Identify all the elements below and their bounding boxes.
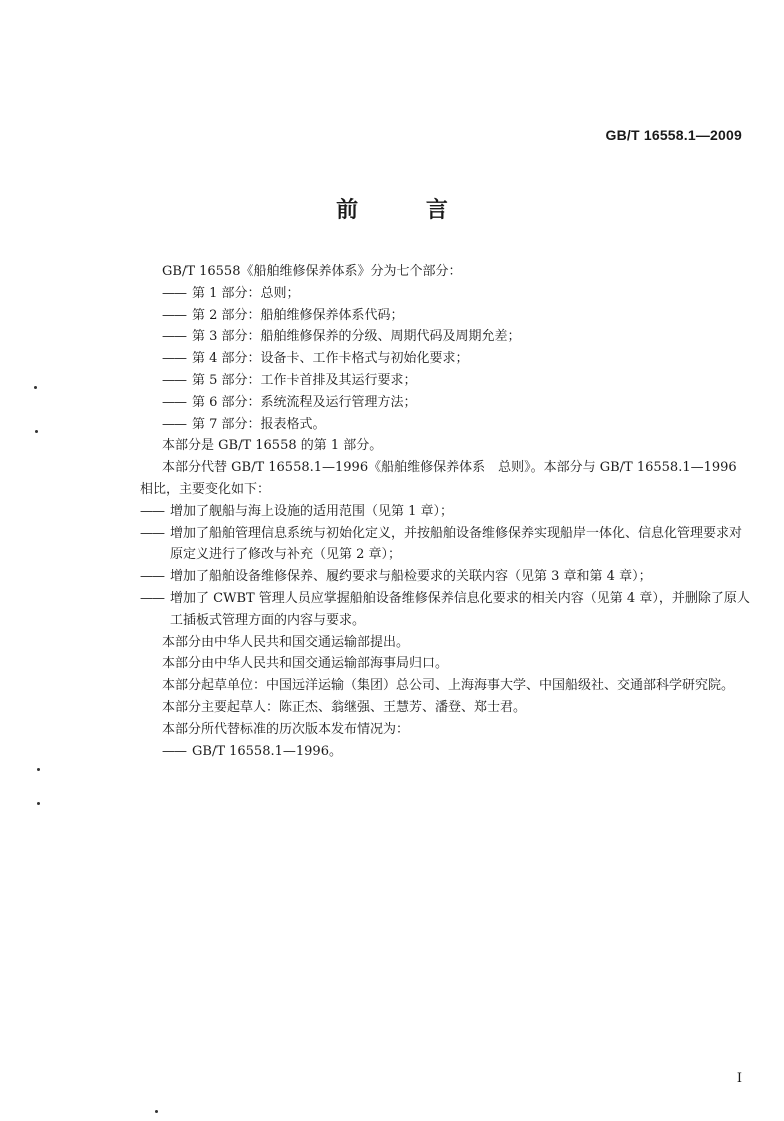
change-item-text: 增加了船舶设备维修保养、履约要求与船检要求的关联内容（见第 3 章和第 4 章）；	[170, 569, 652, 585]
change-item-text: 增加了 CWBT 管理人员应掌握船舶设备维修保养信息化要求的相关内容（见第 4 章），并删除了原人工插板式管理方面的内容与要求。	[170, 590, 750, 628]
change-item-text: 增加了船舶管理信息系统与初始化定义，并按船舶设备维修保养实现船岸一体化、信息化管理要求对原定义进行了修改与补充（见第 2 章）；	[170, 525, 743, 563]
dash-mark: ——	[162, 329, 186, 345]
part-item	[162, 305, 752, 327]
managed-by-line: 本部分由中华人民共和国交通运输部海事局归口。	[162, 656, 449, 672]
intro-line: GB/T 16558《船舶维修保养体系》分为七个部分：	[162, 264, 462, 279]
dash-mark: ——	[162, 307, 186, 323]
history-list	[162, 741, 752, 763]
part-item	[162, 414, 752, 436]
changes-list	[140, 501, 752, 632]
scan-speck	[34, 386, 37, 389]
history-item-text: GB/T 16558.1—1996。	[192, 743, 342, 759]
foreword-body	[140, 261, 752, 762]
change-item	[140, 501, 752, 523]
dash-mark: ——	[162, 416, 186, 432]
changes-intro-line: 相比，主要变化如下：	[140, 481, 271, 497]
this-part-line: 本部分是 GB/T 16558 的第 1 部分。	[162, 438, 383, 454]
change-item-text: 增加了舰船与海上设施的适用范围（见第 1 章）；	[170, 503, 454, 519]
part-item-text: 第 6 部分：系统流程及运行管理方法；	[192, 394, 417, 410]
part-item-text: 第 1 部分：总则；	[192, 285, 300, 301]
drafters-line: 本部分主要起草人：陈正杰、翁继强、王慧芳、潘登、郑士君。	[162, 699, 527, 715]
scan-speck	[37, 768, 40, 771]
part-item-text: 第 2 部分：船舶维修保养体系代码；	[192, 307, 404, 323]
proposed-by-line: 本部分由中华人民共和国交通运输部提出。	[162, 634, 410, 650]
dash-mark: ——	[140, 503, 164, 519]
dash-mark: ——	[162, 394, 186, 410]
dash-mark: ——	[162, 351, 186, 367]
drafted-by-line: 本部分起草单位：中国远洋运输（集团）总公司、上海海事大学、中国船级社、交通部科学研究院。	[162, 678, 735, 694]
dash-mark: ——	[162, 372, 186, 388]
part-item	[162, 392, 752, 414]
part-item-text: 第 5 部分：工作卡首排及其运行要求；	[192, 372, 417, 388]
scan-speck	[37, 802, 40, 805]
standard-number: GB/T 16558.1—2009	[605, 127, 742, 143]
change-item	[140, 523, 752, 567]
page-number: I	[736, 1071, 742, 1086]
part-item-text: 第 7 部分：报表格式。	[192, 416, 326, 432]
history-intro-line: 本部分所代替标准的历次版本发布情况为：	[162, 721, 410, 737]
dash-mark: ——	[140, 569, 164, 585]
scan-speck	[155, 1110, 158, 1113]
part-item-text: 第 3 部分：船舶维修保养的分级、周期代码及周期允差；	[192, 329, 521, 345]
page-title: 前 言	[336, 197, 478, 223]
part-item	[162, 370, 752, 392]
part-item	[162, 326, 752, 348]
change-item	[140, 566, 752, 588]
replaces-line: 本部分代替 GB/T 16558.1—1996《船舶维修保养体系 总则》。本部分与 GB/T 16558.1—1996	[162, 460, 737, 476]
scan-speck	[35, 430, 38, 433]
part-item	[162, 283, 752, 305]
parts-list	[162, 283, 752, 436]
dash-mark: ——	[162, 743, 186, 759]
change-item	[140, 588, 752, 632]
dash-mark: ——	[140, 590, 164, 606]
part-item-text: 第 4 部分：设备卡、工作卡格式与初始化要求；	[192, 351, 469, 367]
dash-mark: ——	[162, 285, 186, 301]
part-item	[162, 348, 752, 370]
history-item	[162, 741, 752, 763]
dash-mark: ——	[140, 525, 164, 541]
